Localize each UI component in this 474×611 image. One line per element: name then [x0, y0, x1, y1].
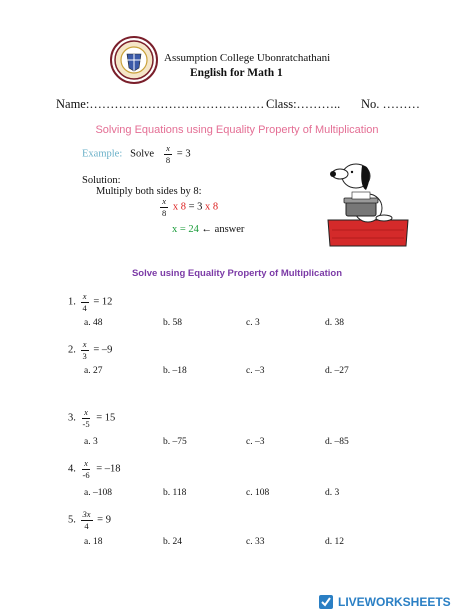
option-5c[interactable]: c. 33: [246, 537, 265, 547]
option-3d[interactable]: d. –85: [325, 437, 349, 447]
option-1a[interactable]: a. 48: [84, 318, 103, 328]
question-rhs: = 15: [96, 412, 116, 424]
step-multiplier-left: x 8: [172, 201, 186, 213]
question-rhs: = 9: [97, 514, 111, 526]
question-fraction: $\frac{x}{-5}$: [82, 407, 90, 429]
question-rhs: = –18: [96, 463, 121, 475]
answer-equation: x = 24: [172, 224, 199, 235]
example-rhs: = 3: [176, 148, 191, 160]
snoopy-typewriter-icon: [322, 150, 414, 250]
option-5d[interactable]: d. 12: [325, 537, 344, 547]
option-4b[interactable]: b. 118: [163, 488, 187, 498]
step-multiplier-right: x 8: [205, 201, 219, 213]
option-1c[interactable]: c. 3: [246, 318, 260, 328]
liveworksheets-logo-icon: [318, 594, 334, 610]
option-2d[interactable]: d. –27: [325, 366, 349, 376]
option-5a[interactable]: a. 18: [84, 537, 103, 547]
option-4d[interactable]: d. 3: [325, 488, 340, 498]
example-label: Example:: [82, 148, 123, 160]
course-title: English for Math 1: [190, 67, 283, 79]
school-seal-icon: [110, 36, 158, 84]
step-fraction: $\frac{x}{8}$: [162, 196, 167, 218]
option-5b[interactable]: b. 24: [163, 537, 182, 547]
option-2a[interactable]: a. 27: [84, 366, 103, 376]
option-2c[interactable]: c. –3: [246, 366, 265, 376]
solve-word: Solve: [130, 148, 155, 160]
school-name: Assumption College Ubonratchathani: [164, 52, 331, 64]
option-4a[interactable]: a. –108: [84, 488, 112, 498]
question-fraction: $\frac{x}{4}$: [82, 291, 87, 313]
question-5: [68, 510, 111, 530]
brand-name: LIVEWORKSHEETS: [338, 594, 451, 609]
question-rhs: = –9: [93, 344, 113, 356]
option-3b[interactable]: b. –75: [163, 437, 187, 447]
question-number: 5.: [68, 514, 76, 526]
liveworksheets-brand[interactable]: [318, 592, 474, 611]
question-fraction: $\frac{x}{-6}$: [82, 458, 90, 480]
option-1d[interactable]: d. 38: [325, 318, 344, 328]
section-subtitle: Solve using Equality Property of Multiplication: [131, 268, 343, 279]
left-arrow-icon: ←: [201, 224, 213, 235]
number-field[interactable]: No. ………: [361, 97, 421, 111]
solution-step-equation: [158, 197, 218, 217]
question-3: [68, 408, 115, 428]
option-2b[interactable]: b. –18: [163, 366, 187, 376]
step-mid: = 3: [188, 201, 203, 213]
question-fraction: $\frac{3x}{4}$: [82, 509, 91, 531]
answer-word: answer: [214, 224, 245, 235]
question-number: 3.: [68, 412, 76, 424]
name-field[interactable]: Name:……………………………………: [56, 97, 265, 111]
question-rhs: = 12: [93, 296, 113, 308]
question-2: [68, 340, 112, 360]
question-fraction: $\frac{x}{3}$: [82, 339, 87, 361]
class-field[interactable]: Class:………..: [266, 97, 341, 111]
option-3a[interactable]: a. 3: [84, 437, 98, 447]
question-number: 1.: [68, 296, 76, 308]
option-3c[interactable]: c. –3: [246, 437, 265, 447]
question-number: 4.: [68, 463, 76, 475]
question-4: [68, 459, 121, 479]
option-1b[interactable]: b. 58: [163, 318, 182, 328]
question-number: 2.: [68, 344, 76, 356]
solution-answer: [172, 224, 244, 235]
solution-label: Solution:: [82, 175, 121, 186]
option-4c[interactable]: c. 108: [246, 488, 270, 498]
solution-step-text: Multiply both sides by 8:: [96, 186, 202, 197]
question-1: [68, 292, 112, 312]
example-fraction: $\frac{x}{8}$: [165, 143, 171, 165]
example-line: [82, 144, 191, 164]
page-title: Solving Equations using Equality Property of Multiplication: [95, 124, 379, 136]
